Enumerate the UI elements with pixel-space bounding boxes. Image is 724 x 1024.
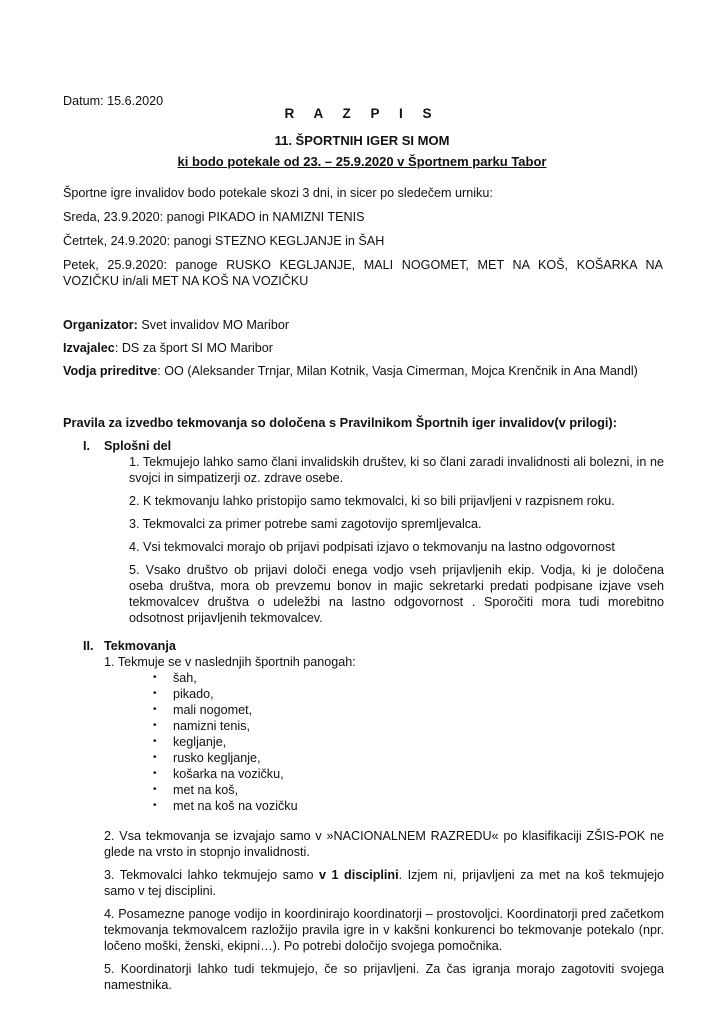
rules-heading: Pravila za izvedbo tekmovanja so določena s Pravilnikom Športnih iger invalidov(v prilogi): xyxy=(63,415,617,430)
competition-rule-3: 3. Tekmovalci lahko tekmujejo samo v 1 disciplini. Izjem ni, prijavljeni za met na koš tekmujejo samo v tej disciplini. xyxy=(104,868,664,898)
bullet-icon: • xyxy=(153,752,157,763)
one-discipline-emphasis: v 1 disciplini xyxy=(318,868,399,882)
document-title: R A Z P I S xyxy=(284,106,440,121)
section-2-number: II. xyxy=(83,639,94,653)
schedule-day-3: Petek, 25.9.2020: panoge RUSKO KEGLJANJE, MALI NOGOMET, MET NA KOŠ, KOŠARKA NA VOZIČKU in/ali MET NA KOŠ NA VOZIČKU xyxy=(63,258,663,288)
executor-line xyxy=(63,340,663,356)
section-2-title: Tekmovanja xyxy=(104,639,176,653)
leadership-value: : OO (Aleksander Trnjar, Milan Kotnik, Vasja Cimerman, Mojca Krenčnik in Ana Mandl) xyxy=(157,364,638,378)
bullet-icon: • xyxy=(153,704,157,715)
bullet-icon: • xyxy=(153,768,157,779)
document-date: Datum: 15.6.2020 xyxy=(63,94,164,108)
schedule-day-1: Sreda, 23.9.2020: panogi PIKADO in NAMIZNI TENIS xyxy=(63,210,365,224)
executor-label: Izvajalec xyxy=(63,341,115,355)
event-name: 11. ŠPORTNIH IGER SI MOM xyxy=(274,133,450,148)
bullet-icon: • xyxy=(153,672,157,683)
leadership-label: Vodja prireditve xyxy=(63,364,158,378)
competition-rule-4: 4. Posamezne panoge vodijo in koordinirajo koordinatorji – prostovoljci. Koordinatorji pred začetkom tekmovanja tekmovalcem razložijo pravila igre in v kakšni konkurenci bo tekmovanje potekalo (npr. ločeno moški, ženski, ekipni…). Po potrebi določijo svojega pomočnika. xyxy=(104,907,664,953)
leadership-line xyxy=(63,363,663,379)
bullet-icon: • xyxy=(153,736,157,747)
bullet-icon: • xyxy=(153,688,157,699)
bullet-icon: • xyxy=(153,720,157,731)
bullet-icon: • xyxy=(153,784,157,795)
general-rule-4: 4. Vsi tekmovalci morajo ob prijavi podpisati izjavo o tekmovanju na lastno odgovornost xyxy=(129,540,615,554)
bullet-icon: • xyxy=(153,800,157,811)
general-rule-2: 2. K tekmovanju lahko pristopijo samo tekmovalci, ki so bili prijavljeni v razpisnem roku. xyxy=(129,494,615,508)
executor-value: : DS za šport SI MO Maribor xyxy=(114,341,273,355)
event-dates-location: ki bodo potekale od 23. – 25.9.2020 v Športnem parku Tabor xyxy=(177,154,547,169)
general-rule-5: 5. Vsako društvo ob prijavi določi enega vodjo vseh prijavljenih ekip. Vodja, ki je določena oseba društva, mora ob prevzemu bonov in majic sekretarki predati podpisane izjave vseh tekmovalcev društva o udeležbi na lastno odgovornost . Sporočiti mora tudi morebitno odsotnost prijavljenih tekmovalcev. xyxy=(129,563,664,625)
competition-rule-5: 5. Koordinatorji lahko tudi tekmujejo, če so prijavljeni. Za čas igranja morajo zagotoviti svojega namestnika. xyxy=(104,962,664,992)
section-1-title: Splošni del xyxy=(104,439,172,453)
general-rule-3: 3. Tekmovalci za primer potrebe sami zagotovijo spremljevalca. xyxy=(129,517,482,531)
section-1-number: I. xyxy=(83,439,90,453)
competition-rule-1: 1. Tekmuje se v naslednjih športnih panogah: xyxy=(104,655,356,669)
organizer-line xyxy=(63,317,663,333)
intro-paragraph: Športne igre invalidov bodo potekale skozi 3 dni, in sicer po sledečem urniku: xyxy=(63,186,493,200)
organizer-value: Svet invalidov MO Maribor xyxy=(137,318,290,332)
competition-rule-2: 2. Vsa tekmovanja se izvajajo samo v »NACIONALNEM RAZREDU« po klasifikaciji ZŠIS-POK ne glede na vrsto in stopnjo invalidnosti. xyxy=(104,829,664,859)
organizer-label: Organizator: xyxy=(63,318,138,332)
general-rule-1: 1. Tekmujejo lahko samo člani invalidskih društev, ki so člani zaradi invalidnosti ali bolezni, in ne svojci in simpatizerji oz. zdrave osebe. xyxy=(129,455,664,485)
document-page: Datum: 15.6.2020 R A Z P I S 11. ŠPORTNIH IGER SI MOM ki bodo potekale od 23. – 25.9.2020 v Športnem parku Tabor Športne igre invalidov bodo potekale skozi 3 dni, in sicer po sledečem urniku: Sreda, 23.9.2020: panogi PIKADO in NAMIZNI TENIS Četrtek, 24.9.2020: panogi STEZNO KEGLJANJE in ŠAH Petek, 25.9.2020: panoge RUSKO KEGLJANJE, MALI NOGOMET, MET NA KOŠ, KOŠARKA NA VOZIČKU in/ali MET NA KOŠ NA VOZIČKU Organizator: Svet invalidov MO Maribor Izvajalec: DS za šport SI MO Maribor Vodja prireditve: OO (Aleksander Trnjar, Milan Kotnik, Vasja Cimerman, Mojca Krenčnik in Ana Mandl) Pravila za izvedbo tekmovanja so določena s Pravilnikom Športnih iger invalidov(v prilogi): I. Splošni del 1. Tekmujejo lahko samo člani invalidskih društev, ki so člani zaradi invalidnosti ali bolezni, in ne svojci in simpatizerji oz. zdrave osebe. 2. K tekmovanju lahko pristopijo samo tekmovalci, ki so bili prijavljeni v razpisnem roku. 3. Tekmovalci za primer potrebe sami zagotovijo spremljevalca. 4. Vsi tekmovalci morajo ob prijavi podpisati izjavo o tekmovanju na lastno odgovornost 5. Vsako društvo ob prijavi določi enega vodjo vseh prijavljenih ekip. Vodja, ki je določena oseba društva, mora ob prevzemu bonov in majic sekretarki predati podpisane izjave vseh tekmovalcev društva o udeležbi na lastno odgovornost . Sporočiti mora tudi morebitno odsotnost prijavljenih tekmovalcev. II. Tekmovanja 1. Tekmuje se v naslednjih športnih panogah: • šah, • pikado, • mali nogomet, • namizni tenis, • kegljanje, • rusko kegljanje, • košarka na vozičku, • met na koš, • met na koš na vozičku 2. Vsa tekmovanja se izvajajo samo v »NACIONALNEM RAZREDU« po klasifikaciji ZŠIS-POK ne glede na vrsto in stopnjo invalidnosti. 3. Tekmovalci lahko tekmujejo samo v 1 disciplini. Izjem ni, prijavljeni za met na koš tekmujejo samo v tej disciplini. 4. Posamezne panoge vodijo in koordinirajo koordinatorji – prostovoljci. Koordinatorji pred začetkom tekmovanja tekmovalcem razložijo pravila igre in v kakšni konkurenci bo tekmovanje potekalo (npr. ločeno moški, ženski, ekipni…). Po potrebi določijo svojega pomočnika. 5. Koordinatorji lahko tudi tekmujejo, če so prijavljeni. Za čas igranja morajo zagotoviti svojega namestnika. xyxy=(0,0,724,1024)
schedule-day-2: Četrtek, 24.9.2020: panogi STEZNO KEGLJANJE in ŠAH xyxy=(63,234,385,248)
